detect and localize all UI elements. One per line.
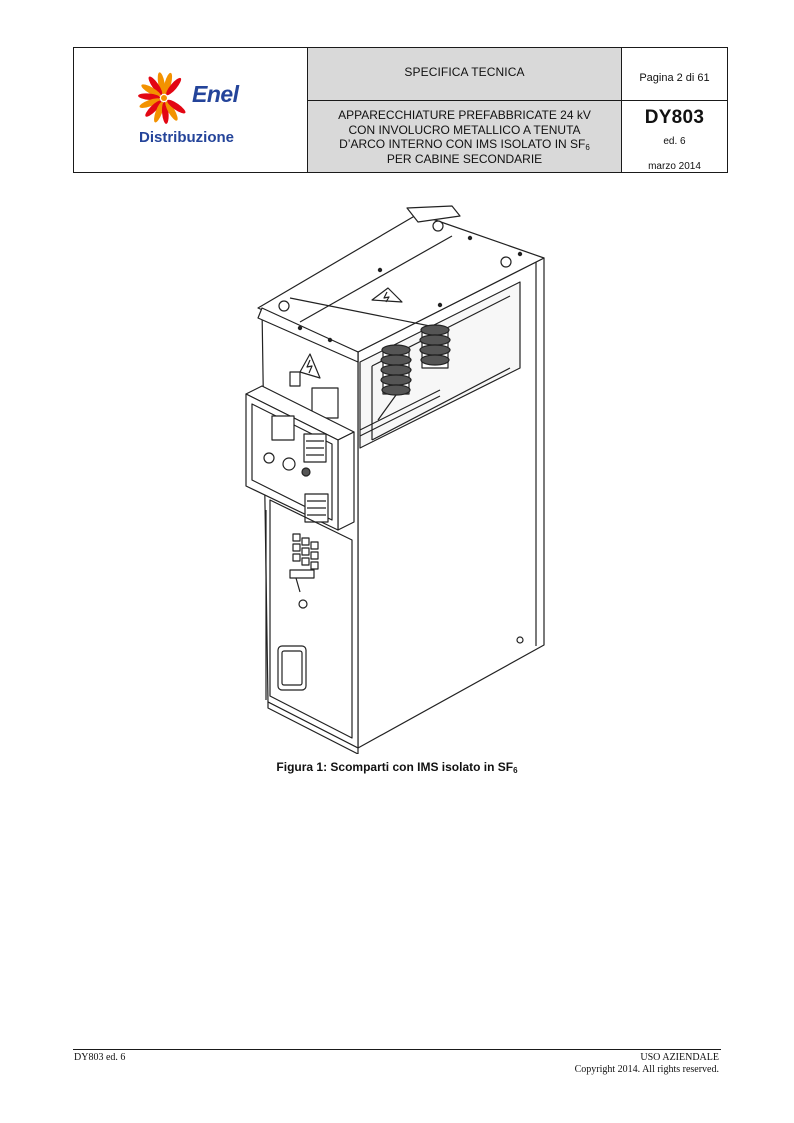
- document-type: SPECIFICA TECNICA: [404, 65, 525, 79]
- side-bolt: [517, 637, 523, 643]
- document-title: [308, 108, 621, 166]
- title-line-3-subscript: 6: [585, 143, 590, 153]
- keypad-key: [302, 548, 309, 555]
- page-number-label: Pagina 2 di 61: [639, 72, 710, 84]
- enel-flame-icon: [136, 70, 190, 124]
- flame-petals: [138, 72, 187, 124]
- title-line-1: APPARECCHIATURE PREFABBRICATE 24 kV: [338, 108, 591, 122]
- figure-caption-subscript: 6: [513, 766, 518, 775]
- bushing-rib: [381, 375, 411, 385]
- keypad-key: [311, 552, 318, 559]
- top-bolt: [378, 268, 381, 271]
- header-doctype-cell: [307, 47, 622, 101]
- control-window: [272, 416, 294, 440]
- bushing-rib: [381, 365, 411, 375]
- title-line-4: PER CABINE SECONDARIE: [386, 151, 543, 166]
- bushing-rib: [421, 355, 449, 365]
- logo-division-text: Distribuzione: [139, 129, 235, 146]
- bushing-rib: [382, 345, 410, 355]
- bushing-rib: [421, 325, 449, 335]
- footer-doc-reference: DY803 ed. 6: [74, 1052, 126, 1063]
- bushing-rib: [420, 345, 450, 355]
- keypad-key: [293, 554, 300, 561]
- header-code-cell: [621, 100, 728, 173]
- lifting-eye: [433, 221, 443, 231]
- top-bolt: [438, 303, 441, 306]
- top-bolt: [328, 338, 331, 341]
- top-bolt: [468, 236, 471, 239]
- switchgear-drawing: [230, 198, 560, 754]
- operating-knob: [302, 468, 310, 476]
- door-handle: [290, 570, 314, 578]
- figure-caption: [0, 760, 794, 774]
- footer-rule: [73, 1049, 721, 1050]
- document-code: DY803: [644, 107, 705, 128]
- top-bolt: [518, 252, 521, 255]
- document-date: marzo 2014: [648, 161, 701, 172]
- flame-core: [161, 95, 167, 101]
- keypad-key: [293, 544, 300, 551]
- keypad-key: [293, 534, 300, 541]
- title-line-3: [308, 137, 621, 152]
- bushing-rib: [382, 385, 410, 395]
- figure-caption-text: Figura 1: Scomparti con IMS isolato in SF: [276, 760, 514, 774]
- lifting-eye: [279, 301, 289, 311]
- lifting-eye: [501, 257, 511, 267]
- top-bolt: [298, 326, 301, 329]
- control-box-side: [338, 432, 354, 530]
- header-title-cell: [307, 100, 622, 173]
- front-label-plate: [290, 372, 300, 386]
- header-logo-cell: [73, 47, 308, 173]
- logo-brand-text: Enel: [192, 81, 239, 107]
- footer-classification: USO AZIENDALE: [640, 1052, 719, 1063]
- bushing-rib: [381, 355, 411, 365]
- keypad-key: [311, 562, 318, 569]
- document-edition: ed. 6: [663, 136, 686, 147]
- bushing-rib: [420, 335, 450, 345]
- keypad-key: [311, 542, 318, 549]
- bushing: [420, 325, 450, 368]
- keypad-key: [302, 558, 309, 565]
- operating-knob: [283, 458, 295, 470]
- footer-copyright: Copyright 2014. All rights reserved.: [574, 1064, 719, 1075]
- keypad-key: [302, 538, 309, 545]
- operating-knob: [264, 453, 274, 463]
- title-line-2: CON INVOLUCRO METALLICO A TENUTA: [348, 122, 581, 137]
- header-page-cell: [621, 47, 728, 101]
- door-lock: [299, 600, 307, 608]
- title-line-3-text: D’ARCO INTERNO CON IMS ISOLATO IN SF: [339, 137, 586, 152]
